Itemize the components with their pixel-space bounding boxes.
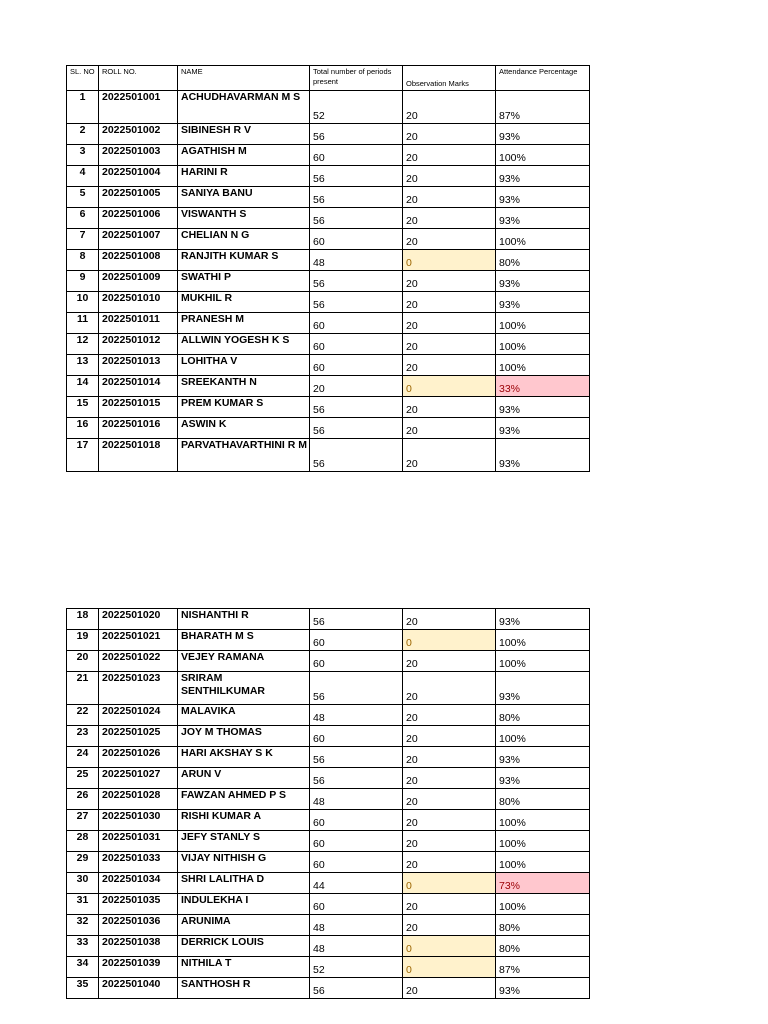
cell-total-periods: 56 — [310, 672, 403, 705]
cell-sl-no: 24 — [67, 747, 99, 768]
cell-observation-marks: 20 — [403, 292, 496, 313]
cell-sl-no: 32 — [67, 915, 99, 936]
cell-attendance-percentage: 93% — [496, 747, 590, 768]
table-row — [67, 672, 590, 705]
cell-observation-marks: 20 — [403, 124, 496, 145]
cell-sl-no: 19 — [67, 630, 99, 651]
cell-roll-no: 2022501006 — [99, 208, 178, 229]
cell-name: CHELIAN N G — [178, 229, 310, 250]
cell-name: ASWIN K — [178, 418, 310, 439]
cell-sl-no: 11 — [67, 313, 99, 334]
table-row — [67, 609, 590, 630]
table-row — [67, 166, 590, 187]
cell-observation-marks: 20 — [403, 852, 496, 873]
cell-name: SWATHI P — [178, 271, 310, 292]
cell-name: HARINI R — [178, 166, 310, 187]
cell-observation-marks: 0 — [403, 957, 496, 978]
cell-observation-marks: 20 — [403, 768, 496, 789]
cell-name: NISHANTHI R — [178, 609, 310, 630]
cell-observation-marks: 20 — [403, 355, 496, 376]
cell-name: VEJEY RAMANA — [178, 651, 310, 672]
table-row — [67, 726, 590, 747]
cell-attendance-percentage: 100% — [496, 630, 590, 651]
table-row — [67, 936, 590, 957]
cell-total-periods: 56 — [310, 166, 403, 187]
cell-roll-no: 2022501039 — [99, 957, 178, 978]
cell-observation-marks: 0 — [403, 376, 496, 397]
cell-total-periods: 48 — [310, 250, 403, 271]
table-row — [67, 334, 590, 355]
cell-total-periods: 44 — [310, 873, 403, 894]
cell-total-periods: 60 — [310, 229, 403, 250]
cell-roll-no: 2022501012 — [99, 334, 178, 355]
cell-attendance-percentage: 93% — [496, 672, 590, 705]
table-row — [67, 313, 590, 334]
cell-attendance-percentage: 100% — [496, 334, 590, 355]
cell-roll-no: 2022501007 — [99, 229, 178, 250]
cell-name: PARVATHAVARTHINI R M — [178, 439, 310, 472]
cell-roll-no: 2022501002 — [99, 124, 178, 145]
table-row — [67, 439, 590, 472]
cell-attendance-percentage: 100% — [496, 726, 590, 747]
table-2-body — [67, 609, 590, 999]
cell-sl-no: 31 — [67, 894, 99, 915]
cell-attendance-percentage: 93% — [496, 187, 590, 208]
cell-observation-marks: 20 — [403, 915, 496, 936]
header-roll-no: ROLL NO. — [99, 66, 178, 91]
table-row — [67, 630, 590, 651]
cell-attendance-percentage: 93% — [496, 439, 590, 472]
cell-roll-no: 2022501005 — [99, 187, 178, 208]
cell-sl-no: 30 — [67, 873, 99, 894]
table-row — [67, 271, 590, 292]
cell-name: SRIRAM SENTHILKUMAR — [178, 672, 310, 705]
cell-sl-no: 9 — [67, 271, 99, 292]
cell-total-periods: 48 — [310, 789, 403, 810]
cell-total-periods: 48 — [310, 705, 403, 726]
cell-observation-marks: 20 — [403, 651, 496, 672]
cell-sl-no: 5 — [67, 187, 99, 208]
cell-sl-no: 28 — [67, 831, 99, 852]
table-row — [67, 187, 590, 208]
cell-attendance-percentage: 93% — [496, 208, 590, 229]
cell-attendance-percentage: 80% — [496, 250, 590, 271]
table-row — [67, 145, 590, 166]
table-row — [67, 124, 590, 145]
cell-attendance-percentage: 87% — [496, 91, 590, 124]
cell-roll-no: 2022501023 — [99, 672, 178, 705]
cell-sl-no: 16 — [67, 418, 99, 439]
table-row — [67, 768, 590, 789]
table-row — [67, 957, 590, 978]
cell-name: BHARATH M S — [178, 630, 310, 651]
cell-name: INDULEKHA I — [178, 894, 310, 915]
table-row — [67, 292, 590, 313]
table-row — [67, 852, 590, 873]
cell-sl-no: 20 — [67, 651, 99, 672]
cell-total-periods: 56 — [310, 124, 403, 145]
cell-observation-marks: 20 — [403, 418, 496, 439]
cell-roll-no: 2022501030 — [99, 810, 178, 831]
table-row — [67, 831, 590, 852]
cell-sl-no: 29 — [67, 852, 99, 873]
cell-total-periods: 56 — [310, 208, 403, 229]
cell-attendance-percentage: 80% — [496, 915, 590, 936]
cell-attendance-percentage: 80% — [496, 936, 590, 957]
cell-sl-no: 17 — [67, 439, 99, 472]
cell-observation-marks: 20 — [403, 208, 496, 229]
cell-total-periods: 48 — [310, 915, 403, 936]
cell-sl-no: 2 — [67, 124, 99, 145]
cell-total-periods: 20 — [310, 376, 403, 397]
table-row — [67, 810, 590, 831]
cell-roll-no: 2022501001 — [99, 91, 178, 124]
cell-sl-no: 8 — [67, 250, 99, 271]
cell-roll-no: 2022501018 — [99, 439, 178, 472]
table-1-body — [67, 91, 590, 472]
cell-name: SIBINESH R V — [178, 124, 310, 145]
cell-observation-marks: 0 — [403, 936, 496, 957]
table-row — [67, 208, 590, 229]
cell-attendance-percentage: 100% — [496, 355, 590, 376]
cell-observation-marks: 20 — [403, 439, 496, 472]
table-row — [67, 418, 590, 439]
header-observation-marks: Observation Marks — [403, 66, 496, 91]
cell-observation-marks: 20 — [403, 705, 496, 726]
cell-sl-no: 18 — [67, 609, 99, 630]
header-row — [67, 66, 590, 91]
cell-name: HARI AKSHAY S K — [178, 747, 310, 768]
cell-observation-marks: 20 — [403, 747, 496, 768]
table-row — [67, 250, 590, 271]
cell-attendance-percentage: 80% — [496, 705, 590, 726]
cell-observation-marks: 20 — [403, 187, 496, 208]
table-row — [67, 229, 590, 250]
cell-name: SHRI LALITHA D — [178, 873, 310, 894]
cell-sl-no: 6 — [67, 208, 99, 229]
cell-attendance-percentage: 93% — [496, 124, 590, 145]
cell-roll-no: 2022501034 — [99, 873, 178, 894]
cell-roll-no: 2022501038 — [99, 936, 178, 957]
attendance-table-2 — [66, 608, 590, 999]
cell-observation-marks: 20 — [403, 978, 496, 999]
cell-roll-no: 2022501026 — [99, 747, 178, 768]
cell-observation-marks: 0 — [403, 250, 496, 271]
cell-name: RISHI KUMAR A — [178, 810, 310, 831]
cell-observation-marks: 20 — [403, 145, 496, 166]
cell-attendance-percentage: 93% — [496, 292, 590, 313]
cell-roll-no: 2022501024 — [99, 705, 178, 726]
table-row — [67, 789, 590, 810]
cell-roll-no: 2022501027 — [99, 768, 178, 789]
cell-name: AGATHISH M — [178, 145, 310, 166]
cell-name: PRANESH M — [178, 313, 310, 334]
cell-observation-marks: 20 — [403, 91, 496, 124]
cell-total-periods: 56 — [310, 292, 403, 313]
cell-roll-no: 2022501010 — [99, 292, 178, 313]
cell-name: RANJITH KUMAR S — [178, 250, 310, 271]
cell-total-periods: 56 — [310, 397, 403, 418]
header-attendance-percentage: Attendance Percentage — [496, 66, 590, 91]
cell-total-periods: 52 — [310, 957, 403, 978]
cell-name: MALAVIKA — [178, 705, 310, 726]
cell-attendance-percentage: 100% — [496, 894, 590, 915]
cell-attendance-percentage: 87% — [496, 957, 590, 978]
cell-total-periods: 60 — [310, 894, 403, 915]
cell-roll-no: 2022501004 — [99, 166, 178, 187]
cell-total-periods: 60 — [310, 630, 403, 651]
cell-attendance-percentage: 80% — [496, 789, 590, 810]
table-row — [67, 978, 590, 999]
cell-roll-no: 2022501022 — [99, 651, 178, 672]
cell-observation-marks: 20 — [403, 672, 496, 705]
cell-name: LOHITHA V — [178, 355, 310, 376]
cell-name: DERRICK LOUIS — [178, 936, 310, 957]
cell-observation-marks: 0 — [403, 873, 496, 894]
cell-attendance-percentage: 93% — [496, 978, 590, 999]
cell-roll-no: 2022501009 — [99, 271, 178, 292]
cell-roll-no: 2022501015 — [99, 397, 178, 418]
cell-attendance-percentage: 93% — [496, 609, 590, 630]
table-row — [67, 91, 590, 124]
cell-roll-no: 2022501035 — [99, 894, 178, 915]
cell-roll-no: 2022501008 — [99, 250, 178, 271]
cell-observation-marks: 20 — [403, 313, 496, 334]
cell-total-periods: 56 — [310, 978, 403, 999]
cell-roll-no: 2022501021 — [99, 630, 178, 651]
table-row — [67, 705, 590, 726]
cell-observation-marks: 20 — [403, 397, 496, 418]
cell-total-periods: 56 — [310, 271, 403, 292]
cell-total-periods: 60 — [310, 852, 403, 873]
cell-roll-no: 2022501033 — [99, 852, 178, 873]
cell-attendance-percentage: 100% — [496, 651, 590, 672]
cell-attendance-percentage: 100% — [496, 810, 590, 831]
cell-observation-marks: 20 — [403, 609, 496, 630]
cell-total-periods: 60 — [310, 651, 403, 672]
cell-sl-no: 25 — [67, 768, 99, 789]
cell-sl-no: 13 — [67, 355, 99, 376]
cell-total-periods: 56 — [310, 768, 403, 789]
cell-sl-no: 14 — [67, 376, 99, 397]
cell-total-periods: 60 — [310, 355, 403, 376]
table-row — [67, 747, 590, 768]
cell-observation-marks: 20 — [403, 271, 496, 292]
cell-observation-marks: 0 — [403, 630, 496, 651]
cell-attendance-percentage: 73% — [496, 873, 590, 894]
cell-name: ACHUDHAVARMAN M S — [178, 91, 310, 124]
cell-total-periods: 56 — [310, 609, 403, 630]
cell-total-periods: 48 — [310, 936, 403, 957]
cell-observation-marks: 20 — [403, 810, 496, 831]
cell-roll-no: 2022501025 — [99, 726, 178, 747]
cell-observation-marks: 20 — [403, 229, 496, 250]
cell-attendance-percentage: 100% — [496, 145, 590, 166]
cell-name: NITHILA T — [178, 957, 310, 978]
cell-attendance-percentage: 93% — [496, 768, 590, 789]
cell-total-periods: 60 — [310, 313, 403, 334]
cell-total-periods: 56 — [310, 418, 403, 439]
cell-observation-marks: 20 — [403, 726, 496, 747]
cell-total-periods: 60 — [310, 334, 403, 355]
cell-name: MUKHIL R — [178, 292, 310, 313]
cell-sl-no: 33 — [67, 936, 99, 957]
cell-attendance-percentage: 100% — [496, 831, 590, 852]
cell-name: JEFY STANLY S — [178, 831, 310, 852]
cell-sl-no: 3 — [67, 145, 99, 166]
cell-name: FAWZAN AHMED P S — [178, 789, 310, 810]
table-row — [67, 397, 590, 418]
cell-sl-no: 15 — [67, 397, 99, 418]
cell-observation-marks: 20 — [403, 789, 496, 810]
attendance-table-1 — [66, 65, 590, 472]
cell-name: VISWANTH S — [178, 208, 310, 229]
cell-roll-no: 2022501003 — [99, 145, 178, 166]
cell-name: JOY M THOMAS — [178, 726, 310, 747]
cell-name: SREEKANTH N — [178, 376, 310, 397]
cell-sl-no: 10 — [67, 292, 99, 313]
cell-attendance-percentage: 33% — [496, 376, 590, 397]
cell-roll-no: 2022501031 — [99, 831, 178, 852]
cell-attendance-percentage: 93% — [496, 418, 590, 439]
cell-name: VIJAY NITHISH G — [178, 852, 310, 873]
cell-sl-no: 21 — [67, 672, 99, 705]
table-row — [67, 873, 590, 894]
cell-total-periods: 60 — [310, 831, 403, 852]
cell-sl-no: 34 — [67, 957, 99, 978]
cell-sl-no: 35 — [67, 978, 99, 999]
cell-sl-no: 4 — [67, 166, 99, 187]
cell-name: ALLWIN YOGESH K S — [178, 334, 310, 355]
cell-sl-no: 1 — [67, 91, 99, 124]
cell-observation-marks: 20 — [403, 166, 496, 187]
cell-roll-no: 2022501013 — [99, 355, 178, 376]
cell-sl-no: 22 — [67, 705, 99, 726]
cell-attendance-percentage: 93% — [496, 397, 590, 418]
cell-roll-no: 2022501040 — [99, 978, 178, 999]
cell-roll-no: 2022501036 — [99, 915, 178, 936]
table-row — [67, 915, 590, 936]
cell-name: ARUN V — [178, 768, 310, 789]
header-name: NAME — [178, 66, 310, 91]
cell-roll-no: 2022501028 — [99, 789, 178, 810]
cell-roll-no: 2022501014 — [99, 376, 178, 397]
cell-total-periods: 56 — [310, 747, 403, 768]
table-row — [67, 894, 590, 915]
cell-total-periods: 60 — [310, 145, 403, 166]
cell-attendance-percentage: 93% — [496, 271, 590, 292]
cell-total-periods: 56 — [310, 439, 403, 472]
cell-name: SANIYA BANU — [178, 187, 310, 208]
cell-attendance-percentage: 93% — [496, 166, 590, 187]
cell-sl-no: 12 — [67, 334, 99, 355]
cell-name: PREM KUMAR S — [178, 397, 310, 418]
cell-attendance-percentage: 100% — [496, 852, 590, 873]
cell-total-periods: 56 — [310, 187, 403, 208]
cell-sl-no: 26 — [67, 789, 99, 810]
cell-observation-marks: 20 — [403, 334, 496, 355]
cell-name: SANTHOSH R — [178, 978, 310, 999]
cell-observation-marks: 20 — [403, 831, 496, 852]
cell-sl-no: 23 — [67, 726, 99, 747]
cell-total-periods: 60 — [310, 810, 403, 831]
cell-roll-no: 2022501016 — [99, 418, 178, 439]
cell-total-periods: 52 — [310, 91, 403, 124]
header-sl-no: SL. NO — [67, 66, 99, 91]
cell-roll-no: 2022501020 — [99, 609, 178, 630]
cell-roll-no: 2022501011 — [99, 313, 178, 334]
cell-total-periods: 60 — [310, 726, 403, 747]
table-row — [67, 376, 590, 397]
header-total-periods: Total number of periods present — [310, 66, 403, 91]
cell-sl-no: 27 — [67, 810, 99, 831]
table-row — [67, 355, 590, 376]
cell-attendance-percentage: 100% — [496, 313, 590, 334]
table-row — [67, 651, 590, 672]
cell-observation-marks: 20 — [403, 894, 496, 915]
cell-name: ARUNIMA — [178, 915, 310, 936]
cell-sl-no: 7 — [67, 229, 99, 250]
cell-attendance-percentage: 100% — [496, 229, 590, 250]
